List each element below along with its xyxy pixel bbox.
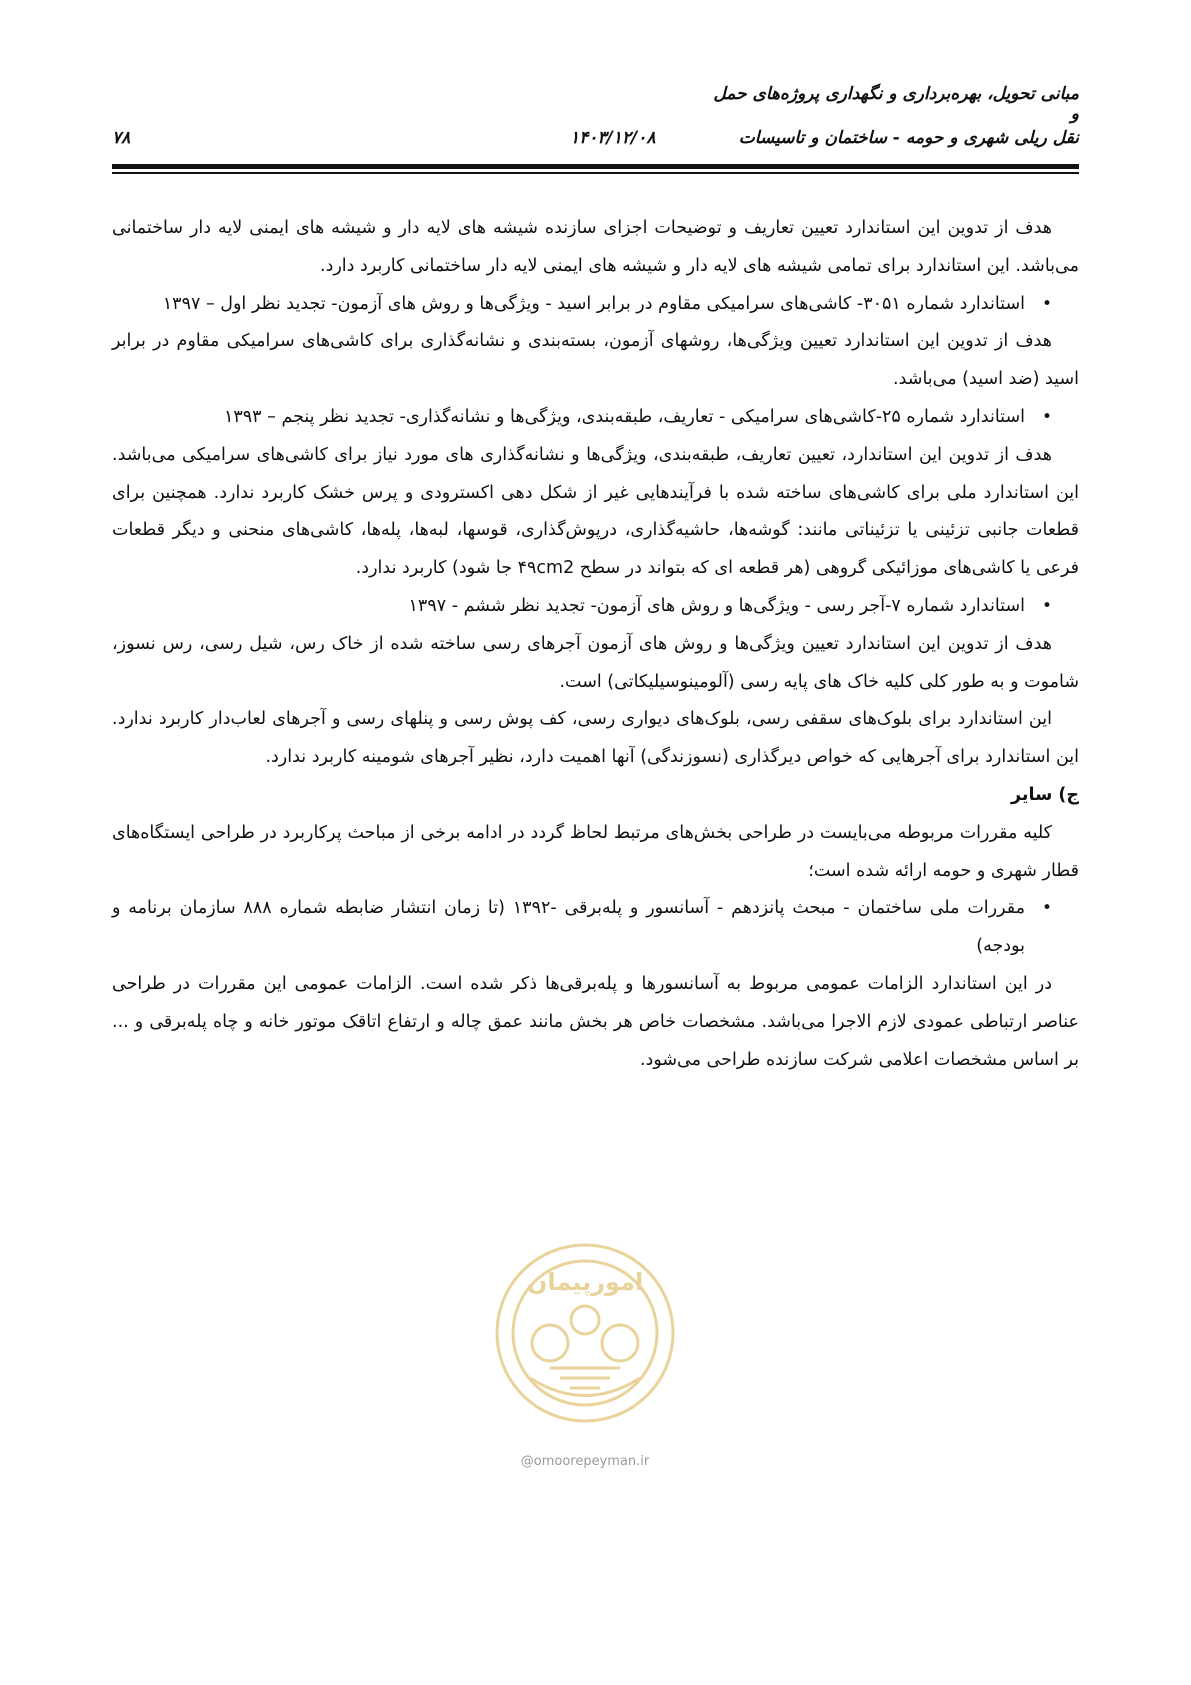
paragraph-ceramic-tiles: هدف از تدوین این استاندارد، تعیین تعاریف، طبقه‌بندی، ویژگی‌ها و نشانه‌گذاری های مورد نیاز برای کاشی‌های سرامیکی می‌باشد. این استاندارد ملی برای کاشی‌های ساخته شده با فرآیندهایی غیر از شکل دهی اکسترودی و پرس خشک کاربرد ندارد. همچنین برای قطعات جانبی تزئینی یا تزئیناتی مانند: گوشه‌ها، حاشیه‌گذاری، درپوش‌گذاری، قوسها، لبه‌ها، پله‌ها، کاشی‌های منحنی و دیگر قطعات فرعی یا کاشی‌های موزائیکی گروهی (هر قطعه ای که بتواند در سطح ۴۹cm2 جا شود) کاربرد ندارد. — [112, 444, 1079, 579]
bullet-list — [112, 890, 1079, 966]
paragraph-acid-tiles: هدف از تدوین این استاندارد تعیین ویژگی‌ها، روشهای آزمون، بسته‌بندی و نشانه‌گذاری برای کاشی‌های سرامیکی مقاوم در برابر اسید (ضد اسید) می‌باشد. — [112, 331, 1079, 390]
watermark-seal-icon — [490, 1238, 680, 1458]
paragraph-elevators: در این استاندارد الزامات عمومی مربوط به آسانسورها و پله‌برقی‌ها ذکر شده است. الزامات عمومی این مقررات در طراحی عناصر ارتباطی عمودی لازم الاجرا می‌باشد. مشخصات خاص هر بخش مانند عمق چاله و ارتفاع اتاقک موتور خانه و چاه پله‌برقی و ... بر اساس مشخصات اعلامی شرکت سازنده طراحی می‌شود. — [112, 973, 1079, 1070]
header-rule-thin — [112, 172, 1079, 174]
bullet-standard-7: • استاندارد شماره ۷-آجر رسی - ویژگی‌ها و روش های آزمون- تجدید نظر ششم - ۱۳۹۷ — [112, 588, 1052, 626]
watermark-url: @omoorepeyman.ir — [520, 1454, 650, 1469]
bullet-standard-3051: • استاندارد شماره ۳۰۵۱- کاشی‌های سرامیکی مقاوم در برابر اسید - ویژگی‌ها و روش های آزمون- تجدید نظر اول – ۱۳۹۷ — [112, 286, 1052, 324]
section-heading-other: ج) سایر — [1011, 784, 1079, 805]
header-line2 — [112, 128, 1079, 152]
watermark-seal-text: امورپیمان — [526, 1268, 644, 1296]
bullet-list — [112, 286, 1079, 324]
bullet-standard-25: • استاندارد شماره ۲۵-کاشی‌های سرامیکی - تعاریف، طبقه‌بندی، ویژگی‌ها و نشانه‌گذاری- تجدید نظر پنجم – ۱۳۹۳ — [112, 399, 1052, 437]
header-title-line1: مبانی تحویل، بهره‌برداری و نگهداری پروژه‌های حمل و — [713, 84, 1079, 124]
paragraph-regulations: کلیه مقررات مربوطه می‌بایست در طراحی بخش‌های مرتبط لحاظ گردد در ادامه برخی از مباحث پرکاربرد در طراحی ایستگاه‌های قطار شهری و حومه ارائه شده است؛ — [112, 822, 1079, 881]
header-rule-thick — [112, 164, 1079, 169]
page-number: ۷۸ — [112, 128, 131, 148]
document-body — [112, 210, 1079, 1079]
paragraph-clay-bricks: هدف از تدوین این استاندارد تعیین ویژگی‌ها و روش های آزمون آجرهای رسی ساخته شده از خاک رس، شیل رسی، رس نسوز، شاموت و به طور کلی کلیه خاک های پایه رسی (آلومینوسیلیکاتی) است. — [112, 633, 1079, 692]
bullet-list — [112, 399, 1079, 437]
bullet-list — [112, 588, 1079, 626]
bullet-national-building-code: • مقررات ملی ساختمان - مبحث پانزدهم - آسانسور و پله‌برقی -۱۳۹۲ (تا زمان انتشار ضابطه شماره ۸۸۸ سازمان برنامه و بودجه) — [112, 890, 1052, 966]
paragraph-laminated-glass: هدف از تدوین این استاندارد تعیین تعاریف و توضیحات اجزای سازنده شیشه های لایه دار و شیشه های ایمنی لایه دار ساختمانی می‌باشد. این استاندارد برای تمامی شیشه های لایه دار و شیشه های ایمنی لایه دار ساختمانی کاربرد دارد. — [112, 218, 1079, 276]
header-title-line2: نقل ریلی شهری و حومه - ساختمان و تاسیسات — [738, 128, 1079, 148]
paragraph-clay-bricks-exclusions: این استاندارد برای بلوک‌های سقفی رسی، بلوک‌های دیواری رسی، کف پوش رسی و پنلهای رسی و آجرهای لعاب‌دار کاربرد ندارد. این استاندارد برای آجرهایی که خواص دیرگذاری (نسوزندگی) آنها اهمیت دارد، نظیر آجرهای شومینه کاربرد ندارد. — [112, 709, 1079, 768]
page-header — [112, 78, 1079, 178]
header-date: ۱۴۰۳/۱۲/۰۸ — [570, 128, 656, 148]
